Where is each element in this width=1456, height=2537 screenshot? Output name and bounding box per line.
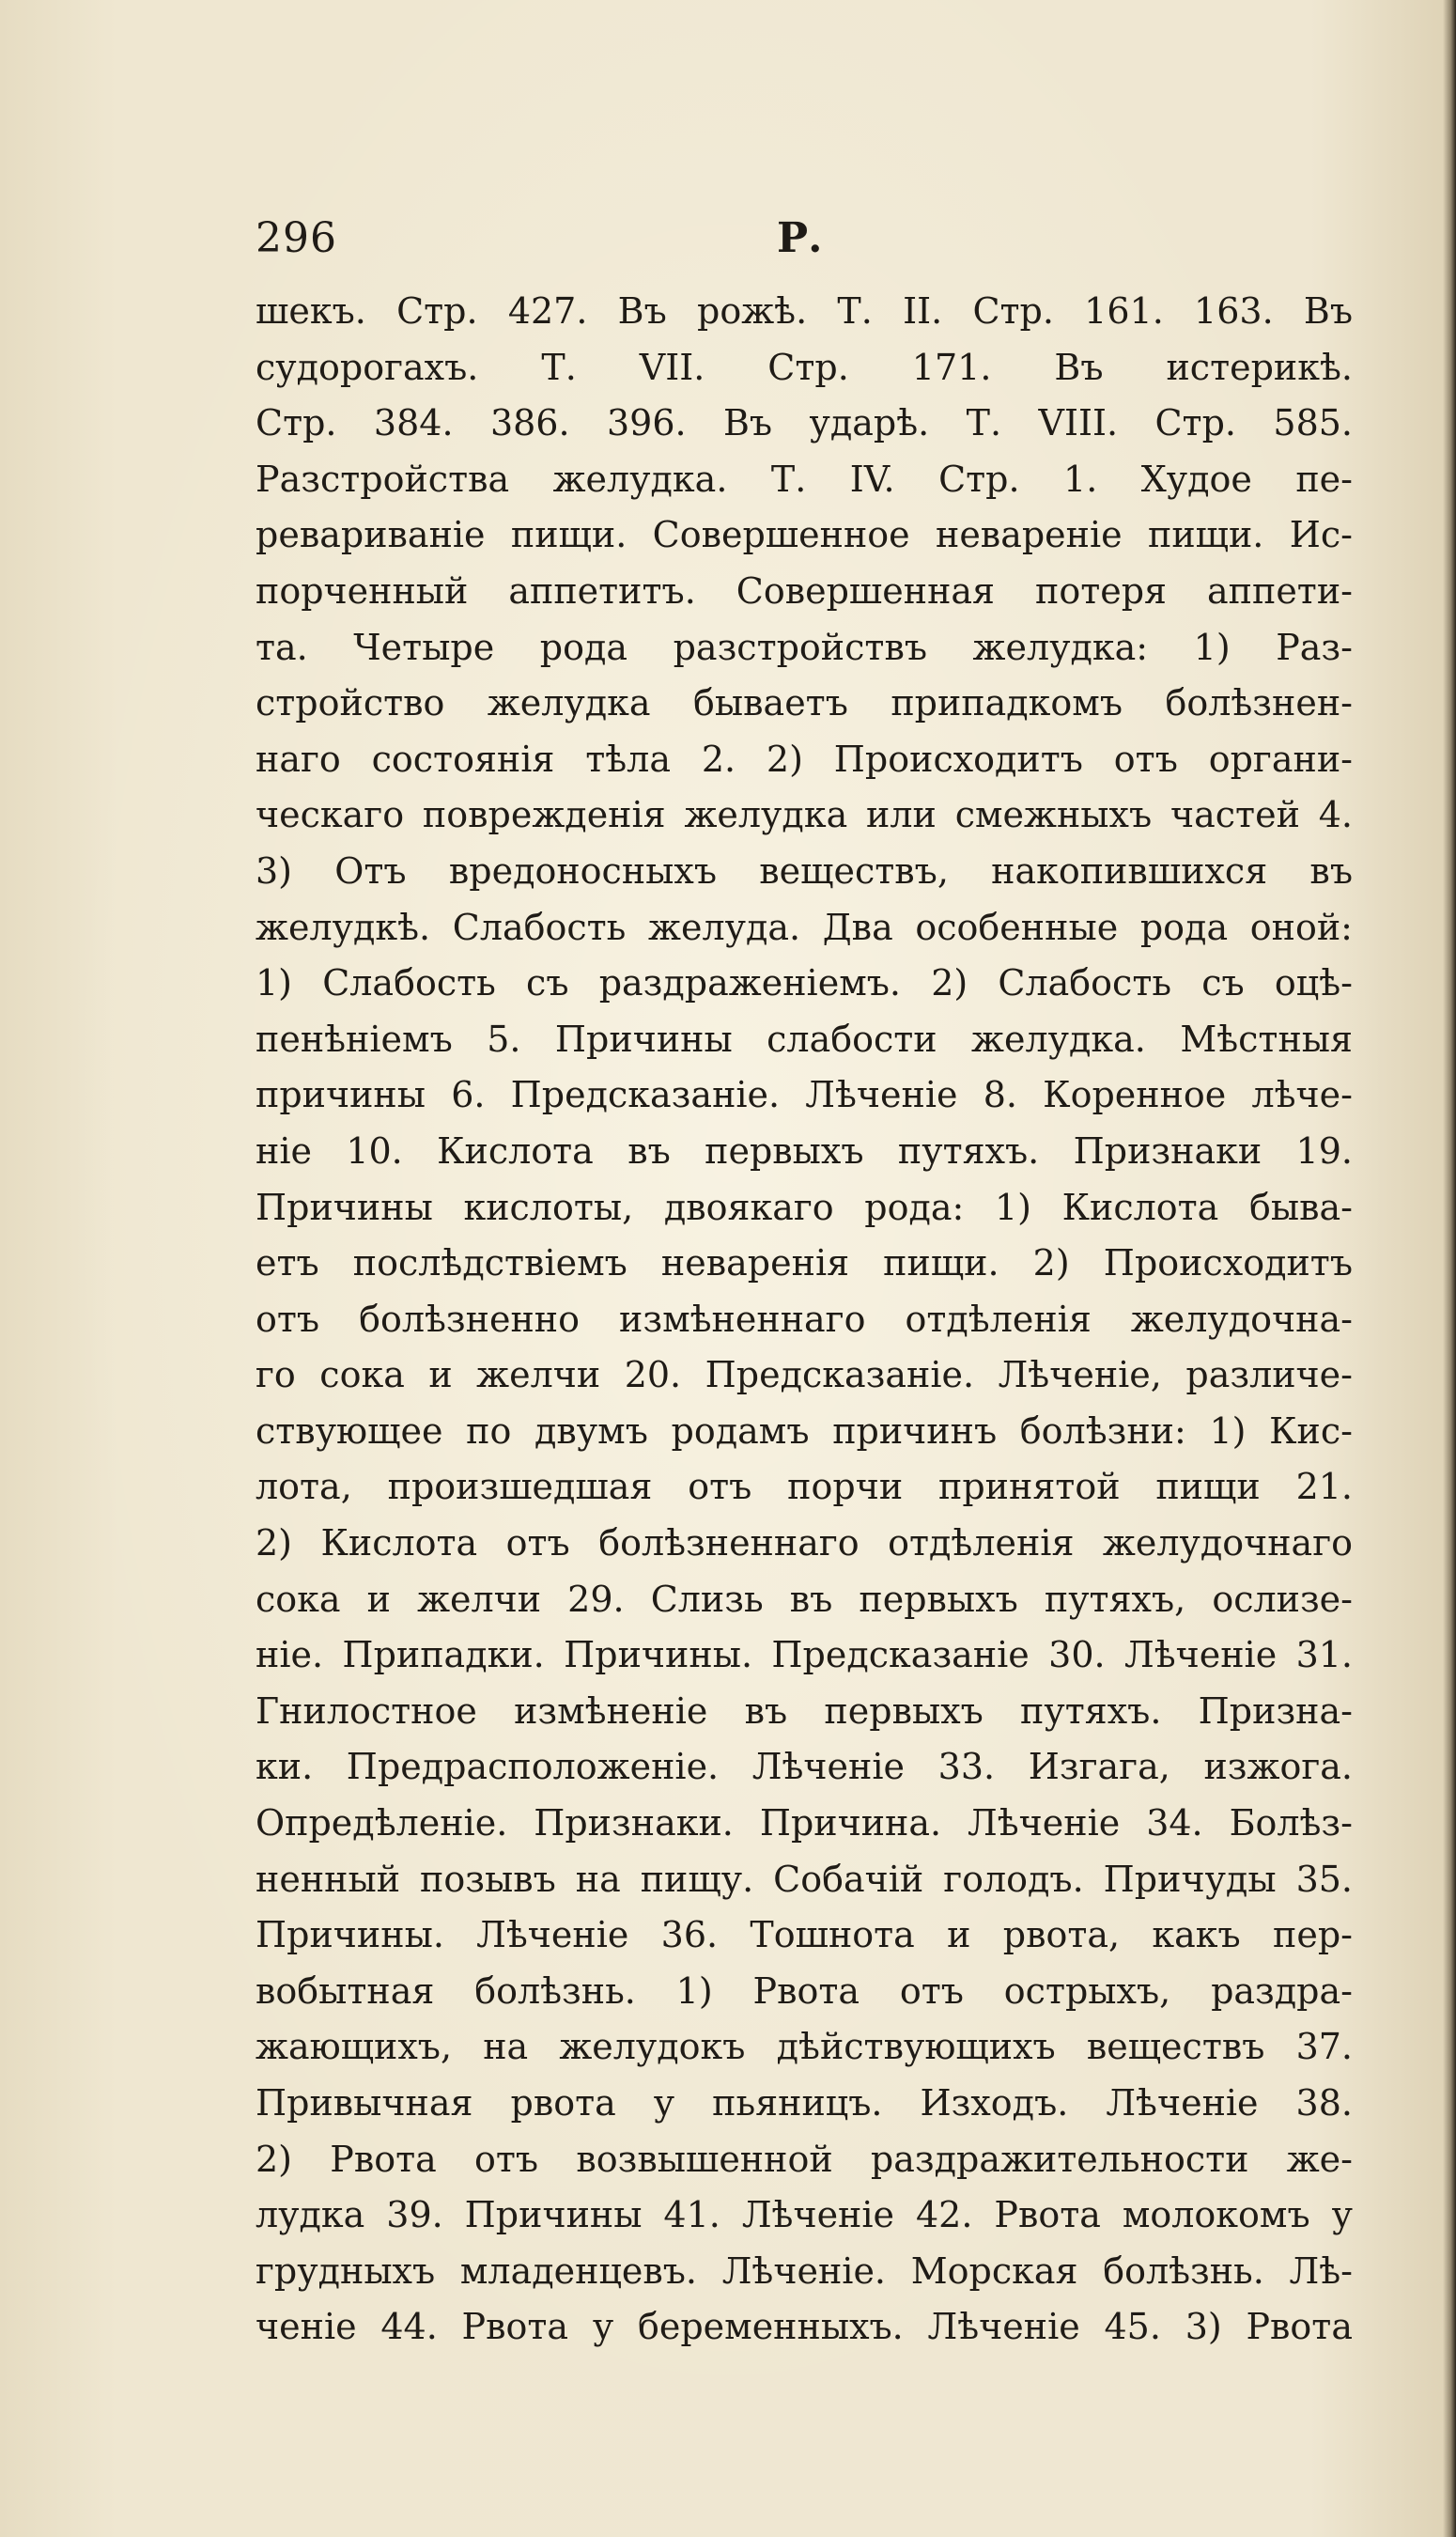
text-line: наго состоянiя тѣла 2. 2) Происходитъ отъ органи- <box>256 738 1353 780</box>
text-line: Причины кислоты, двоякаго рода: 1) Кислота быва- <box>256 1186 1353 1228</box>
text-line: лота, произшедшая отъ порчи принятой пищи 21. <box>256 1466 1353 1508</box>
text-line: желудкѣ. Слабость желуда. Два особенные рода оной: <box>256 906 1353 948</box>
text-line: судорогахъ. Т. VII. Стр. 171. Въ истерикѣ. <box>256 346 1353 388</box>
page-header <box>256 214 1355 271</box>
text-line: ревариванiе пищи. Совершенное неваренiе пищи. Ис- <box>256 514 1353 556</box>
text-line: ненный позывъ на пищу. Собачiй голодъ. Причуды 35. <box>256 1858 1353 1900</box>
text-line: 3) Отъ вредоносныхъ веществъ, накопившихся въ <box>256 849 1353 892</box>
text-line: 1) Слабость съ раздраженiемъ. 2) Слабость съ оцѣ- <box>256 962 1353 1004</box>
text-line: Разстройства желудка. Т. IV. Стр. 1. Худое пе- <box>256 458 1353 500</box>
text-line: шекъ. Стр. 427. Въ рожѣ. Т. II. Стр. 161. 163. Въ <box>256 290 1353 332</box>
text-line: нiе. Припадки. Причины. Предсказанiе 30. Лѣченiе 31. <box>256 1634 1353 1676</box>
text-line: ченiе 44. Рвота у беременныхъ. Лѣченiе 45. 3) Рвота <box>256 2306 1353 2348</box>
text-line: ствующее по двумъ родамъ причинъ болѣзни: 1) Кис- <box>256 1409 1353 1452</box>
text-line: етъ послѣдствiемъ неваренiя пищи. 2) Происходитъ <box>256 1242 1353 1284</box>
text-line: Привычная рвота у пьяницъ. Изходъ. Лѣченiе 38. <box>256 2082 1353 2124</box>
text-line: пенѣнiемъ 5. Причины слабости желудка. Мѣстныя <box>256 1018 1353 1060</box>
page-edge-shadow <box>1443 0 1456 2537</box>
text-line: Опредѣленiе. Признаки. Причина. Лѣченiе 34. Болѣз- <box>256 1802 1353 1844</box>
text-line: стройство желудка бываетъ припадкомъ болѣзнен- <box>256 682 1353 724</box>
running-head: Р. <box>777 214 823 262</box>
page-number: 296 <box>256 214 337 262</box>
text-line: ческаго поврежденiя желудка или смежныхъ частей 4. <box>256 794 1353 836</box>
text-line: 2) Рвота отъ возвышенной раздражительности же- <box>256 2138 1353 2180</box>
text-line: отъ болѣзненно измѣненнаго отдѣленiя желудочна- <box>256 1298 1353 1340</box>
text-line: Гнилостное измѣненiе въ первыхъ путяхъ. Призна- <box>256 1689 1353 1732</box>
text-line: причины 6. Предсказанiе. Лѣченiе 8. Коренное лѣче- <box>256 1074 1353 1116</box>
text-line: Стр. 384. 386. 396. Въ ударѣ. Т. VIII. Стр. 585. <box>256 402 1353 444</box>
text-line: го сока и желчи 20. Предсказанiе. Лѣченiе, различе- <box>256 1354 1353 1396</box>
text-line: вобытная болѣзнь. 1) Рвота отъ острыхъ, раздра- <box>256 1969 1353 2012</box>
text-line: жающихъ, на желудокъ дѣйствующихъ веществъ 37. <box>256 2026 1353 2068</box>
text-line: нiе 10. Кислота въ первыхъ путяхъ. Признаки 19. <box>256 1129 1353 1172</box>
text-line: порченный аппетитъ. Совершенная потеря аппети- <box>256 569 1353 612</box>
body-text <box>256 284 1353 2356</box>
text-line: 2) Кислота отъ болѣзненнаго отдѣленiя желудочнаго <box>256 1522 1353 1564</box>
text-line: сока и желчи 29. Слизь въ первыхъ путяхъ, ослизе- <box>256 1578 1353 1620</box>
text-line: ки. Предрасположенiе. Лѣченiе 33. Изгага, изжога. <box>256 1746 1353 1788</box>
text-line: грудныхъ младенцевъ. Лѣченiе. Морская болѣзнь. Лѣ- <box>256 2249 1353 2292</box>
text-line: Причины. Лѣченiе 36. Тошнота и рвота, какъ пер- <box>256 1914 1353 1956</box>
text-line: та. Четыре рода разстройствъ желудка: 1) Раз- <box>256 626 1353 668</box>
text-line: лудка 39. Причины 41. Лѣченiе 42. Рвота молокомъ у <box>256 2194 1353 2236</box>
